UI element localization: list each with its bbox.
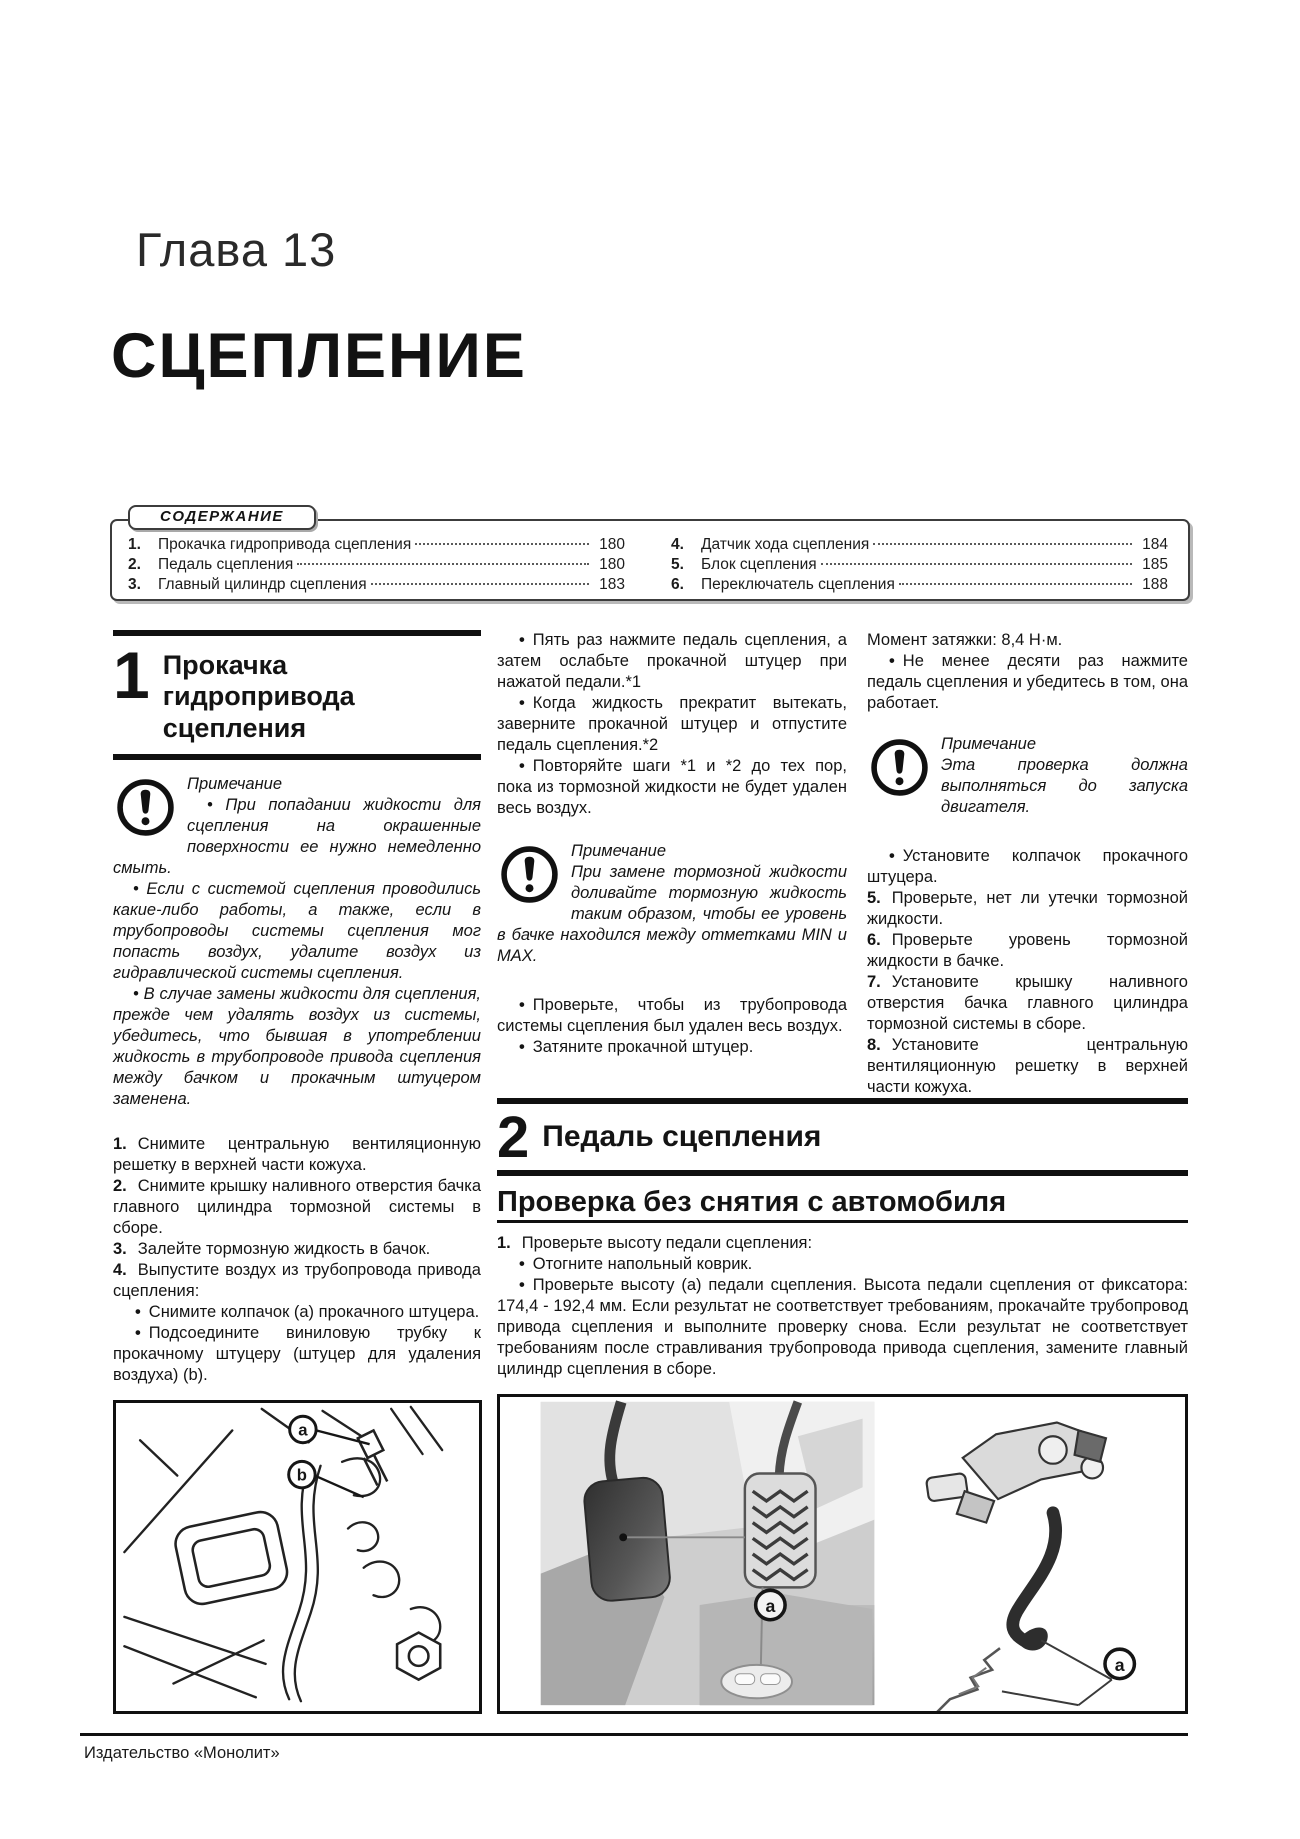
- step-item: 7. Установите крышку наливного отверстия бачка главного цилиндра тормозной системы в сборе.: [867, 973, 1188, 1033]
- toc-entry-page: 188: [1142, 576, 1168, 593]
- toc-leader-dots: [873, 543, 1132, 545]
- note-paragraph: • При попадании жидкости для сцепления на окрашенные поверхности ее нужно немедленно смыть.: [113, 795, 481, 877]
- toc-entry-page: 184: [1142, 536, 1168, 553]
- callout-a: a: [765, 1595, 776, 1616]
- toc-columns: [112, 521, 1188, 603]
- note-title: Примечание: [941, 735, 1037, 753]
- figure-callouts: [289, 1416, 370, 1497]
- step-item: 1. Снимите центральную вентиляционную решетку в верхней части кожуха.: [113, 1134, 481, 1174]
- step-item: 4. Выпустите воздух из трубопровода привода сцепления:: [113, 1260, 481, 1300]
- step-item: • Снимите колпачок (a) прокачного штуцера.: [135, 1302, 480, 1321]
- toc-entry-page: 183: [599, 576, 625, 593]
- toc-entry: [671, 535, 1168, 555]
- section-title: Педаль сцепления: [542, 1120, 822, 1153]
- toc-entry-label: Датчик хода сцепления: [701, 536, 870, 553]
- publisher-footer: Издательство «Монолит»: [84, 1744, 280, 1762]
- toc-entry: [128, 555, 625, 575]
- step-item: 2. Снимите крышку наливного отверстия бачка главного цилиндра тормозной системы в сборе.: [113, 1176, 481, 1237]
- warning-icon: [869, 737, 930, 798]
- rule-bottom: [497, 1170, 1188, 1176]
- step-item: • Пять раз нажмите педаль сцепления, а затем ослабьте прокачной штуцер при нажатой педали.*1: [497, 631, 847, 691]
- step-item: 5. Проверьте, нет ли утечки тормозной жидкости.: [867, 889, 1188, 928]
- column-1: [113, 630, 481, 1386]
- toc-entry-label: Блок сцепления: [701, 556, 817, 573]
- footer-rule: [80, 1733, 1188, 1736]
- note-title: Примечание: [187, 774, 283, 793]
- toc-entry-page: 180: [599, 556, 625, 573]
- toc-leader-dots: [297, 563, 589, 565]
- toc-entry-number: 6.: [671, 576, 684, 593]
- toc-entry-number: 3.: [128, 576, 141, 593]
- section-1-header: [113, 630, 481, 760]
- toc-entry-label: Прокачка гидропривода сцепления: [158, 536, 412, 553]
- callout-a: a: [298, 1420, 308, 1440]
- toc-leader-dots: [899, 583, 1132, 585]
- toc-leader-dots: [415, 543, 589, 545]
- note-paragraph: При замене тормозной жидкости доливайте тормозную жидкость таким образом, чтобы ее уровень в бачке находился между отметками MIN и MAX.: [497, 863, 847, 965]
- note-paragraph: • В случае замены жидкости для сцепления, прежде чем удалять воздух из системы, убедитесь, что бывшая в употреблении жидкость в трубопроводе привода сцепления между бачком и прокачным штуцером заменена.: [113, 984, 481, 1108]
- step-item: • Затяните прокачной штуцер.: [519, 1038, 754, 1056]
- toc-entry-page: 185: [1142, 556, 1168, 573]
- note-block: [113, 774, 481, 1110]
- callout-b: b: [296, 1465, 308, 1485]
- step-item: • Не менее десяти раз нажмите педаль сцепления и убедитесь в том, она работает.: [867, 652, 1188, 712]
- torque-spec: Момент затяжки: 8,4 Н·м.: [867, 631, 1063, 649]
- section-number: 2: [497, 1105, 528, 1170]
- column-3: [867, 630, 1188, 1098]
- toc-column-left: [128, 535, 625, 595]
- toc-entry-number: 4.: [671, 536, 684, 553]
- step-item: • Установите колпачок прокачного штуцера.: [867, 847, 1188, 886]
- toc-entry-label: Педаль сцепления: [158, 556, 294, 573]
- step-item: 1. Проверьте высоту педали сцепления:: [497, 1233, 813, 1252]
- step-item: • Проверьте, чтобы из трубопровода системы сцепления был удален весь воздух.: [497, 996, 847, 1035]
- step-item: 8. Установите центральную вентиляционную решетку в верхней части кожуха.: [867, 1036, 1188, 1096]
- toc-entry-label: Главный цилиндр сцепления: [158, 576, 367, 593]
- toc-entry: [671, 555, 1168, 575]
- toc-entry: [128, 535, 625, 555]
- note-paragraph: • Если с системой сцепления проводились какие-либо работы, а также, если в трубопроводы системы сцепления мог попасть воздух, удалите воздух из гидравлической системы сцепления.: [113, 879, 481, 982]
- note-paragraph: Эта проверка должна выполняться до запуска двигателя.: [941, 756, 1188, 816]
- toc-entry-label: Переключатель сцепления: [701, 576, 895, 593]
- toc-entry-number: 2.: [128, 556, 141, 573]
- page-title: СЦЕПЛЕНИЕ: [111, 321, 527, 391]
- toc-leader-dots: [371, 583, 589, 585]
- step-item: 3. Залейте тормозную жидкость в бачок.: [113, 1239, 431, 1258]
- section-2: [497, 1098, 1188, 1380]
- toc-entry: [128, 575, 625, 595]
- step-item: • Проверьте высоту (a) педали сцепления. Высота педали сцепления от фиксатора: 174,4 - 192,4 мм. Если результат не соответствует требованиям, прокачайте трубопровод привода сцепления и выполните проверку снова. Если результат не соответствует требованиям после стравливания трубопровода привода сцепления, замените главный цилиндр сцепления в сборе.: [497, 1275, 1188, 1378]
- toc-entry-page: 180: [599, 536, 625, 553]
- note-title: Примечание: [571, 842, 667, 860]
- subsection-title: Проверка без снятия с автомобиля: [497, 1192, 1188, 1223]
- section-title: Прокачка гидропривода сцепления: [162, 650, 355, 743]
- toc-box: [110, 508, 1190, 601]
- pedal-photo: [541, 1402, 875, 1705]
- toc-header: СОДЕРЖАНИЕ: [128, 505, 316, 530]
- warning-icon: [115, 777, 176, 838]
- callout-a: a: [1114, 1654, 1125, 1675]
- step-item: • Повторяйте шаги *1 и *2 до тех пор, пока из тормозной жидкости не будет удален весь воздух.: [497, 757, 847, 817]
- note-block: [867, 734, 1188, 818]
- toc-entry-number: 5.: [671, 556, 684, 573]
- section-number: 1: [113, 638, 148, 712]
- toc-entry: [671, 575, 1168, 595]
- step-item: 6. Проверьте уровень тормозной жидкости в бачке.: [867, 931, 1188, 970]
- figure-bleed-screw: [113, 1400, 482, 1714]
- pedal-assembly-drawing: [926, 1423, 1134, 1711]
- step-item: • Когда жидкость прекратит вытекать, заверните прокачной штуцер и отпустите педаль сцепления.*2: [497, 694, 847, 754]
- toc-leader-dots: [821, 563, 1132, 565]
- warning-icon: [499, 844, 560, 905]
- note-block: [497, 841, 847, 967]
- chapter-heading: Глава 13: [136, 223, 337, 276]
- toc-entry-number: 1.: [128, 536, 141, 553]
- step-item: • Подсоедините виниловую трубку к прокачному штуцеру (штуцер для удаления воздуха) (b).: [113, 1323, 481, 1384]
- rule-bottom: [113, 754, 481, 760]
- figure-pedal-height: [497, 1394, 1188, 1714]
- step-item: • Отогните напольный коврик.: [519, 1254, 753, 1273]
- column-2: [497, 630, 847, 1058]
- toc-column-right: [671, 535, 1168, 595]
